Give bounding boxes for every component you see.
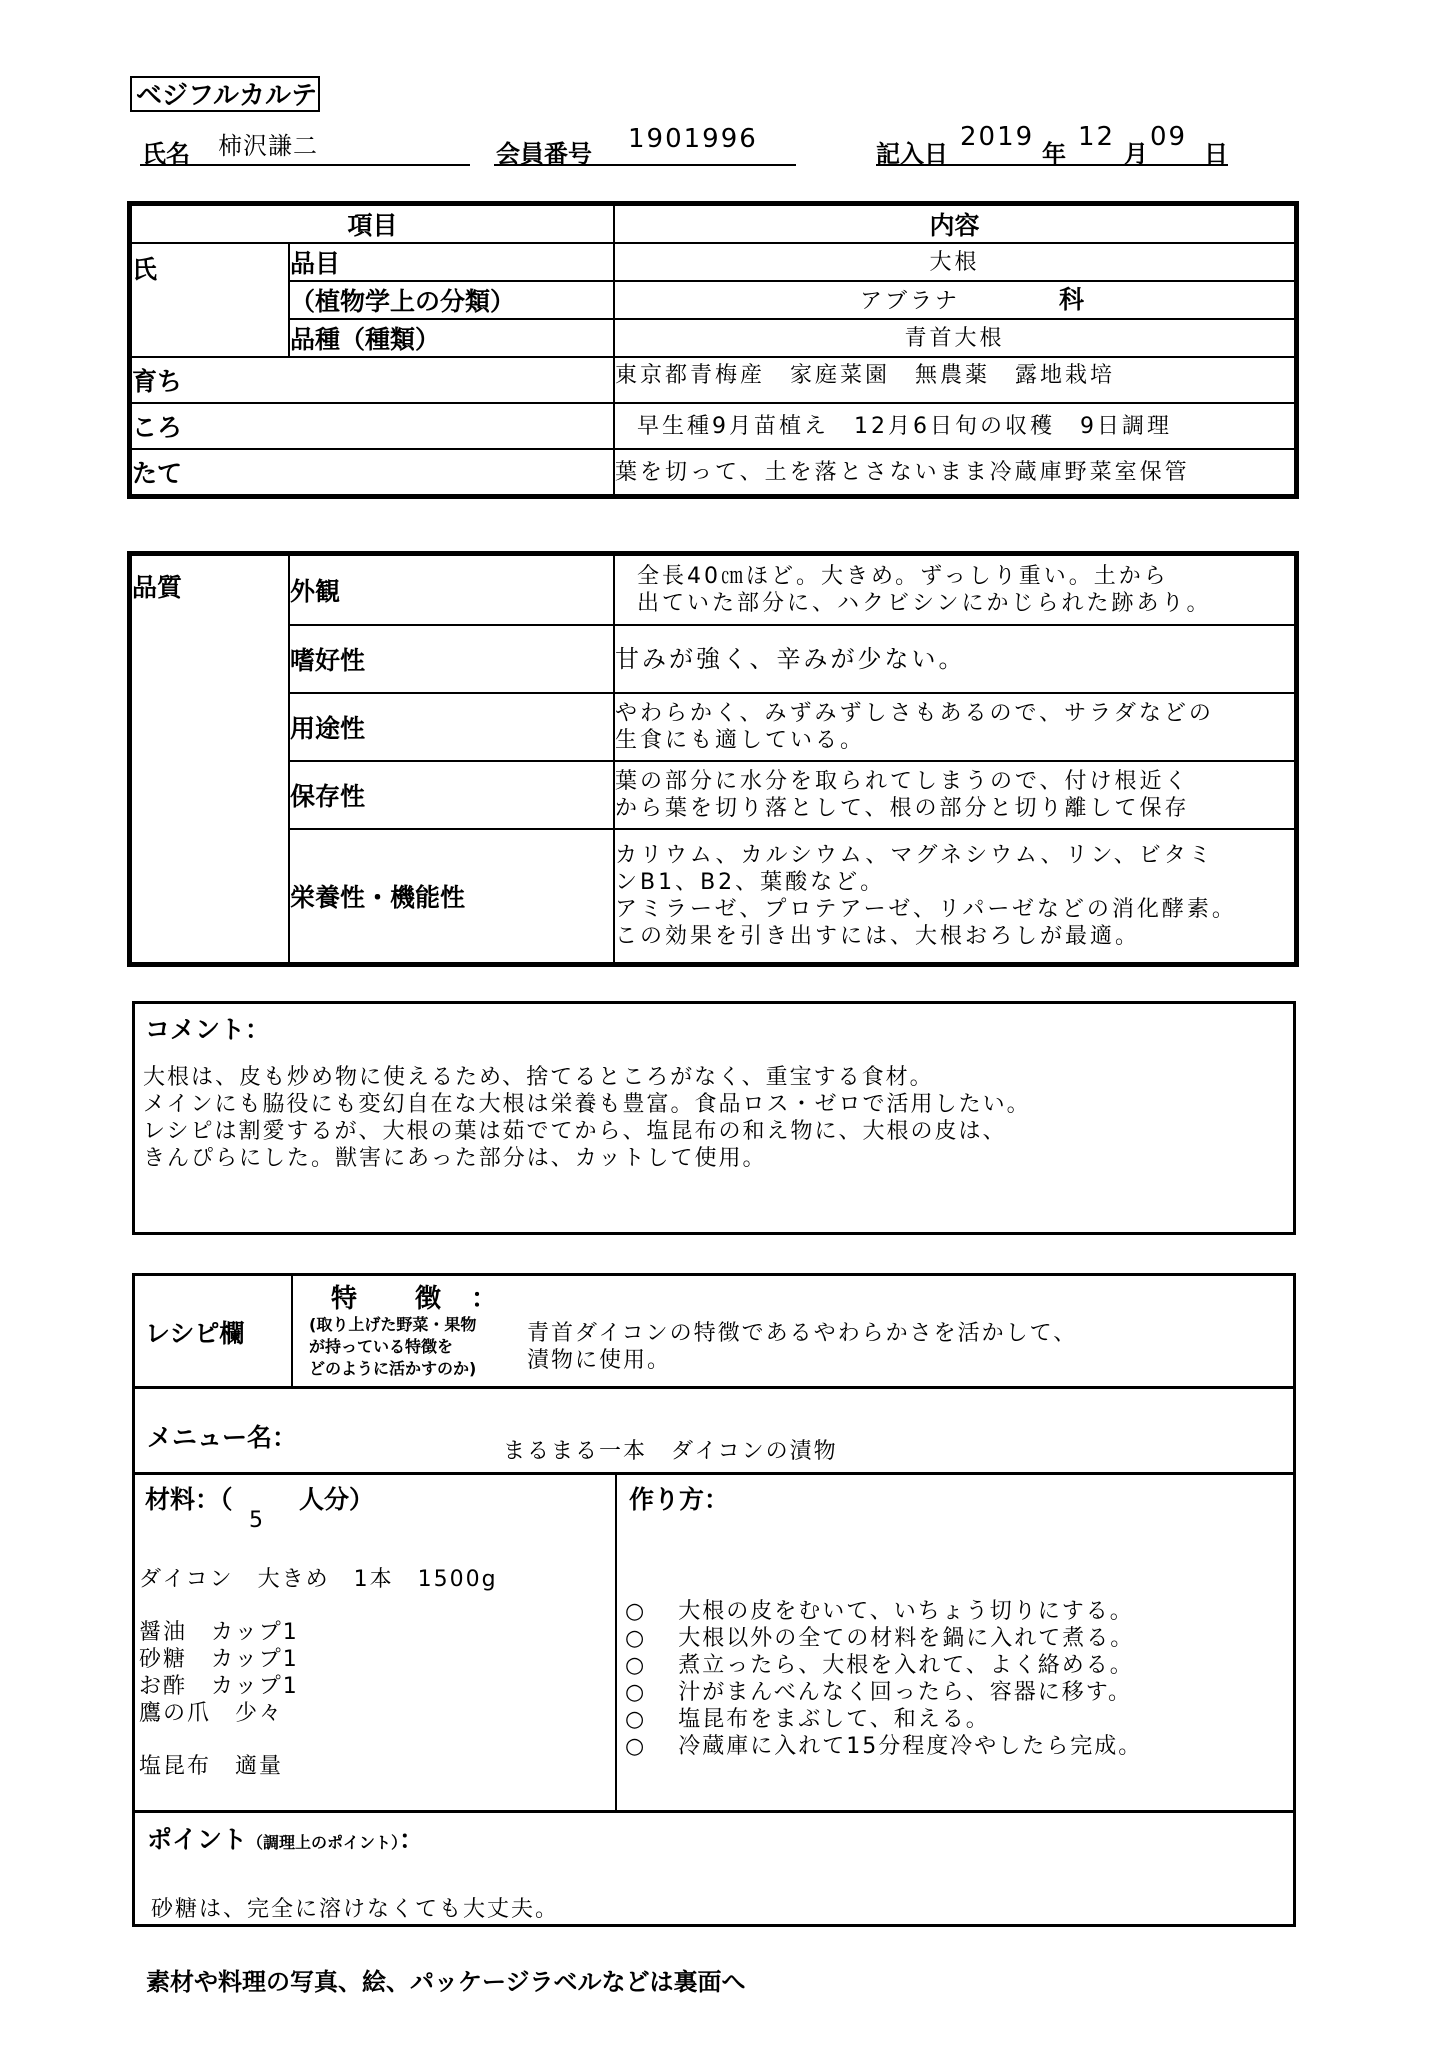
comment-line: きんぴらにした。獣害にあった部分は、カットして使用。 (143, 1146, 767, 1171)
feature-text (527, 1320, 1077, 1374)
year-label: 年 (1042, 140, 1066, 168)
quality-row-value (614, 555, 1295, 625)
feature-note (309, 1314, 476, 1380)
ingredient-item: お酢 カップ1 (139, 1674, 299, 1699)
point-sub: （調理上のポイント） (247, 1833, 400, 1852)
feature-note-line: が持っている特徴を (309, 1337, 454, 1356)
quality-line: 生食にも適している。 (615, 728, 866, 753)
classification-suffix: 科 (1059, 285, 1088, 314)
feature-title: 特 徴 ： (331, 1284, 500, 1314)
menu-value: まるまる一本 ダイコンの漬物 (503, 1439, 838, 1464)
method-step: ○ 煮立ったら、大根を入れて、よく絡める。 (625, 1653, 1134, 1678)
tate-label: たて (131, 449, 614, 495)
recipe-block (132, 1273, 1296, 1927)
quality-row-value (614, 693, 1295, 761)
ingredient-item: ダイコン 大きめ 1本 1500g (139, 1567, 498, 1592)
document-title: ベジフルカルテ (130, 76, 320, 112)
quality-row-value (614, 829, 1295, 963)
footer-note: 素材や料理の写真、絵、パッケージラベルなどは裏面へ (146, 1968, 746, 1996)
step-bullet: ○ (625, 1680, 647, 1705)
quality-line: 葉の部分に水分を取られてしまうので、付け根近く (615, 769, 1190, 794)
quality-line: 甘みが強く、辛みが少ない。 (615, 644, 966, 673)
classification-value: アブラナ (860, 289, 961, 314)
quality-line: 全長40㎝ほど。大きめ。ずっしり重い。土から (637, 564, 1169, 589)
recipe-label: レシピ欄 (145, 1319, 245, 1348)
comment-label: コメント： (145, 1015, 271, 1044)
ingredient-item: 醤油 カップ1 (139, 1620, 299, 1645)
day-label: 日 (1204, 140, 1228, 168)
step-bullet: ○ (625, 1626, 647, 1651)
step-bullet: ○ (625, 1707, 647, 1732)
variety-label: 品種（種類） (289, 319, 614, 357)
day-value: 09 (1150, 122, 1188, 152)
divider (615, 1472, 617, 1810)
ingredient-item: 鷹の爪 少々 (139, 1701, 284, 1726)
feature-line: 青首ダイコンの特徴であるやわらかさを活かして、 (527, 1321, 1078, 1346)
ingredients-list (139, 1566, 498, 1780)
comment-line: メインにも脇役にも変幻自在な大根は栄養も豊富。食品ロス・ゼロで活用したい。 (143, 1092, 1031, 1117)
tate-value: 葉を切って、土を落とさないまま冷蔵庫野菜室保管 (614, 449, 1295, 495)
quality-line: から葉を切り落として、根の部分と切り離して保存 (615, 796, 1190, 821)
sodachi-label: 育ち (131, 357, 614, 403)
comment-line: レシピは割愛するが、大根の葉は茹でてから、塩昆布の和え物に、大根の皮は、 (143, 1119, 1007, 1144)
member-value: 1901996 (628, 124, 758, 154)
member-label: 会員番号 (496, 140, 592, 168)
date-label: 記入日 (876, 140, 948, 168)
recipe-label-cell (135, 1276, 293, 1386)
divider (135, 1386, 1293, 1389)
koro-label: ころ (131, 403, 614, 449)
quality-line: やわらかく、みずみずしさもあるので、サラダなどの (615, 701, 1214, 726)
quality-line: アミラーゼ、プロテアーゼ、リパーゼなどの消化酵素。 (615, 897, 1237, 922)
quality-row-label: 保存性 (289, 761, 614, 829)
step-bullet: ○ (625, 1734, 647, 1759)
method-steps (625, 1598, 1142, 1760)
point-value: 砂糖は、完全に溶けなくても大丈夫。 (151, 1897, 560, 1922)
hinmoku-value: 大根 (614, 243, 1295, 281)
quality-line: 出ていた部分に、ハクビシンにかじられた跡あり。 (637, 591, 1212, 616)
quality-label: 品質 (131, 555, 289, 963)
ingredients-label: 材料：（ (145, 1485, 233, 1514)
quality-line: この効果を引き出すには、大根おろしが最適。 (615, 924, 1141, 949)
point-label: ポイント (147, 1825, 248, 1854)
quality-row-value (614, 761, 1295, 829)
ingredient-item: 塩昆布 適量 (139, 1754, 284, 1779)
quality-row-label: 外観 (289, 555, 614, 625)
feature-note-line: (取り上げた野菜・果物 (309, 1315, 477, 1334)
uji-label: 氏 (131, 243, 289, 357)
quality-row-label: 嗜好性 (289, 625, 614, 693)
quality-row-value (614, 625, 1295, 693)
variety-value: 青首大根 (614, 319, 1295, 357)
ingredient-item: 砂糖 カップ1 (139, 1647, 299, 1672)
step-bullet: ○ (625, 1599, 647, 1624)
menu-label: メニュー名： (147, 1423, 298, 1452)
quality-line: ンB1、B2、葉酸など。 (615, 870, 886, 895)
name-value: 柿沢謙二 (218, 132, 318, 160)
method-step: ○ 大根の皮をむいて、いちょう切りにする。 (625, 1599, 1134, 1624)
comment-text (143, 1064, 1031, 1172)
feature-line: 漬物に使用。 (527, 1348, 672, 1373)
name-label: 氏名 (142, 140, 190, 168)
comment-line: 大根は、皮も炒め物に使えるため、捨てるところがなく、重宝する食材。 (143, 1065, 934, 1090)
sodachi-value: 東京都青梅産 家庭菜園 無農薬 露地栽培 (614, 357, 1295, 403)
method-step: ○ 汁がまんべんなく回ったら、容器に移す。 (625, 1680, 1133, 1705)
servings-label: 人分） (299, 1485, 375, 1514)
servings-value: 5 (249, 1508, 263, 1533)
classification-label: （植物学上の分類） (289, 281, 614, 319)
hinmoku-label: 品目 (289, 243, 614, 281)
col-header-content: 内容 (614, 205, 1295, 243)
col-header-item: 項目 (131, 205, 614, 243)
classification-cell (614, 281, 1295, 319)
profile-table (130, 204, 1296, 496)
quality-line: カリウム、カルシウム、マグネシウム、リン、ビタミ (615, 843, 1214, 868)
month-label: 月 (1124, 140, 1148, 168)
method-label: 作り方： (629, 1485, 730, 1514)
koro-value: 早生種9月苗植え 12月6日旬の収穫 9日調理 (614, 403, 1295, 449)
quality-table (130, 554, 1296, 964)
month-value: 12 (1078, 122, 1116, 152)
method-step: ○ 冷蔵庫に入れて15分程度冷やしたら完成。 (625, 1734, 1143, 1759)
point-heading (147, 1820, 424, 1856)
quality-row-label: 用途性 (289, 693, 614, 761)
method-step: ○ 塩昆布をまぶして、和える。 (625, 1707, 990, 1732)
step-bullet: ○ (625, 1653, 647, 1678)
method-step: ○ 大根以外の全ての材料を鍋に入れて煮る。 (625, 1626, 1135, 1651)
divider (135, 1472, 1293, 1475)
comment-box (132, 1001, 1296, 1235)
year-value: 2019 (960, 122, 1035, 152)
point-colon: ： (399, 1825, 425, 1854)
quality-row-label: 栄養性・機能性 (289, 829, 614, 963)
feature-note-line: どのように活かすのか) (309, 1359, 477, 1378)
divider (135, 1810, 1293, 1813)
